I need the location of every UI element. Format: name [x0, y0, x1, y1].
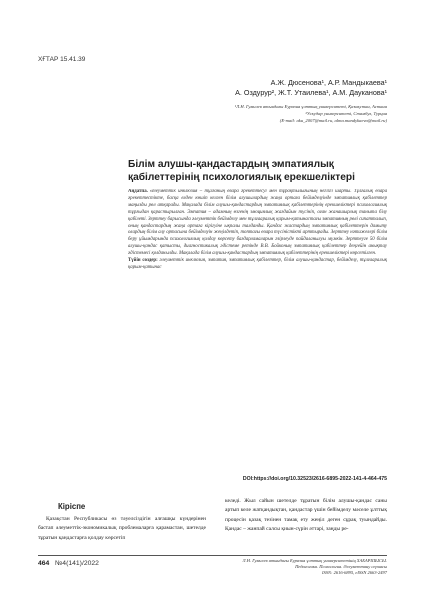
journal-issn: ISSN: 2616-6895, eISSN 2663-2497 [322, 570, 387, 575]
keywords-text: әлеуметтік инклюзия, эмпатия, эмпатиялық қабілеттер, білім алушы-қандастар, бейімделу, тұлғааралық қарым-қатынас [128, 258, 387, 270]
doi-link[interactable]: DOI:https://doi.org/10.32523/2616-6895-2022-141-4-464-475 [242, 476, 387, 482]
issue-number: №4(141)/2022 [55, 560, 99, 567]
affiliations-block [127, 104, 387, 124]
affiliation-email: (E-mail: aku_2007@mail.ru, alma.mandykaeva@mail.ru) [279, 117, 387, 123]
authors-block [127, 78, 387, 98]
abstract-label: Аңдатпа. [128, 189, 148, 194]
affiliation-2: ²Ускудар университеті, Стамбул, Турция [305, 110, 387, 116]
affiliation-1: ¹Л.Н. Гумилев атындағы Еуразия ұлттық университеті, Қазақстан, Астана [234, 104, 387, 109]
journal-info [197, 558, 387, 576]
footer-divider [38, 555, 387, 556]
udc-code: ХҒТАР 15.41.39 [38, 56, 86, 63]
abstract-block [128, 189, 387, 459]
page-number: 464 [38, 560, 50, 567]
authors-line-2: А. Оздурур², Ж.Т. Утаилева¹, А.М. Дауканова¹ [235, 88, 387, 97]
authors-line-1: А.Ж. Дюсенова¹, А.Р. Мандыкаева¹ [270, 78, 387, 87]
journal-line-2: Педагогика. Психология. Әлеуметтану сериясы [295, 564, 387, 569]
abstract-text: Әлеуметтік инклюзия – тұлғаның өзара әрекеттесуі мен тұрақтылығының негізгі шарты. Тұлғалық өзара әрекеттестікте, басқа елден көшіп келген білім алушылардың жаңа ортаға бейімделуінде эмпатиялық қабілеттер маңызды рөл атқарады. Мақалада білім алушы-қандастардың эмпатиялық қабілеттерінің ерекшеліктері психологиялық тұрғыдан қарастырылған. Эмпатия – адамның өзгенің эмоциялық жағдайын түсініп, оған жанашырлық таныта білу қабілеті. Зерттеу барысында әлеуметтік бейімделу мен тұлғааралық қарым-қатынастағы эмпатияның рөлі сипатталып, оның қандастардың жаңа ортаға кірігуіне ықпалы талданды. Қандас жастардың эмпатиялық қабілеттерін дамыту олардың білім алу ортасына бейімделуін жеңілдетіп, топтағы өзара түсіністікті арттырады. Зерттеу нәтижелері білім беру ұйымдарында психологиялық қолдау көрсету бағдарламаларын әзірлеуде пайдаланылуы мүмкін. Зерттеуге 50 білім алушы-қандас қатысты, диагностикалық әдістеме ретінде В.В. Бойконың эмпатиялық қабілеттер деңгейін анықтау әдістемесі қолданылды. Мақалада білім алушы-қандастардың эмпатиялық қабілеттерінің ерекшеліктері көрсетілген. [128, 189, 387, 257]
body-column-left: Қазақстан Республикасы өз тәуелсіздігін алғашқы күндерінен бастап әлеуметтік-экономикалық проблемаларға қарамастан, шетелде тұратын қандастарға қолдау көрсетіп [38, 516, 206, 541]
section-heading-intro: Кіріспе [58, 502, 86, 511]
article-title: Білім алушы-қандастардың эмпатиялық қабілеттерінің психологиялық ерекшеліктері [128, 159, 355, 183]
body-column-right: келеді. Жыл сайын шетелде тұратын білім алушы-қандас саны артып келе жатқандықтан, қандастар үшін бейімделу мәселе ұлттық процесін қазақ тезінен тамақ ету жеңіл деген сұрақ туындайды. Қандас – жанпай салсы қиын-сүрін әттарі, заңды ре- [225, 498, 387, 532]
journal-line-1: Л.Н. Гумилев атындағы Еуразия ұлттық университетінің ХАБАРШЫСЫ. [242, 558, 387, 563]
keywords-label: Түйін сөздер: [128, 258, 158, 264]
